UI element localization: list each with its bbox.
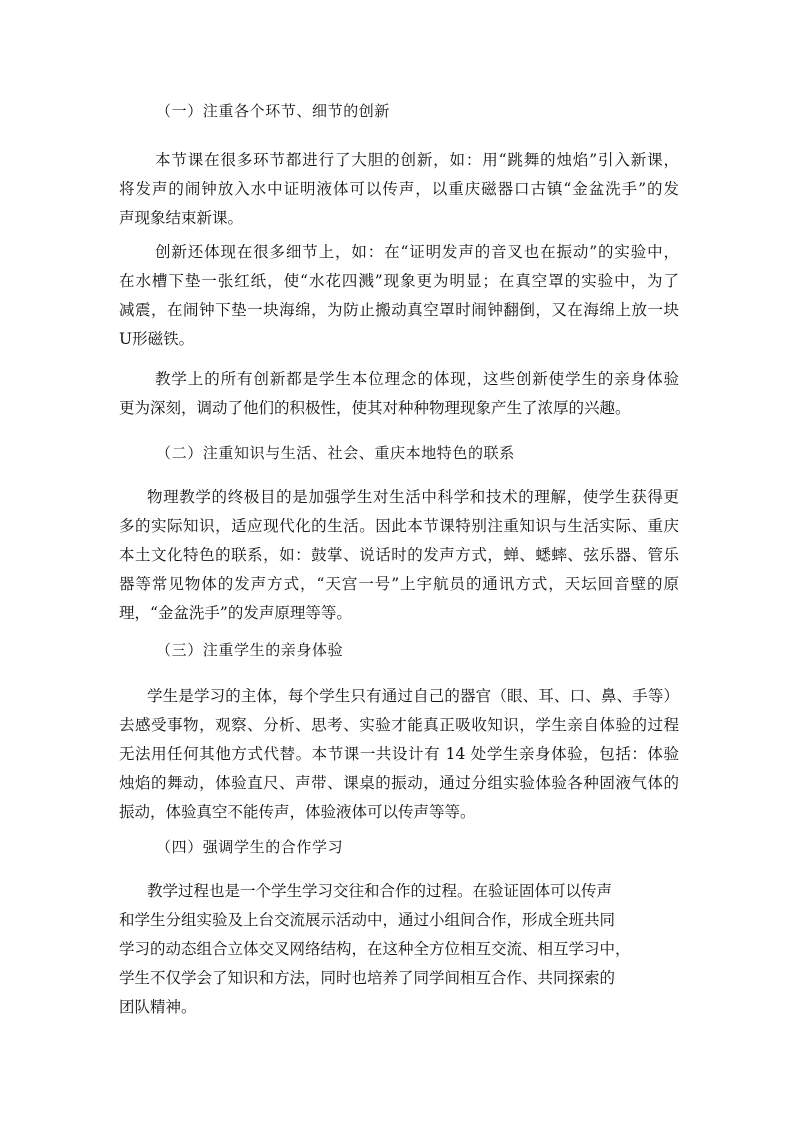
text-line: 学生不仅学会了知识和方法，同时也培养了同学间相互合作、共同探索的 — [119, 969, 616, 987]
text-line: 本节课在很多环节都进行了大胆的创新，如：用“跳舞的烛焰”引入新课， — [155, 151, 679, 169]
text-line: 团队精神。 — [119, 998, 197, 1016]
text-line: 多的实际知识，适应现代化的生活。因此本节课特别注重知识与生活实际、重庆 — [119, 517, 679, 535]
text-line: 将发声的闹钟放入水中证明液体可以传声，以重庆磁器口古镇“金盆洗手”的发 — [119, 180, 679, 198]
text-line: 无法用任何其他方式代替。本节课一共设计有 14 处学生亲身体验，包括：体验 — [119, 745, 679, 763]
text-line: 教学上的所有创新都是学生本位理念的体现，这些创新使学生的亲身体验 — [155, 370, 679, 388]
text-line: 烛焰的舞动，体验直尺、声带、课桌的振动，通过分组实验体验各种固液气体的 — [119, 774, 679, 792]
paragraph-1-1 — [119, 146, 679, 233]
paragraph-2-1 — [119, 483, 679, 628]
section-heading-4: （四）强调学生的合作学习 — [156, 838, 344, 856]
text-line: 振动，体验真空不能传声，体验液体可以传声等等。 — [119, 803, 476, 821]
section-heading-3: （三）注重学生的亲身体验 — [156, 641, 344, 659]
text-line: 学生是学习的主体，每个学生只有通过自己的器官（眼、耳、口、鼻、手等） — [147, 687, 679, 705]
paragraph-1-3 — [119, 365, 679, 423]
text-line: 理，“金盆洗手”的发声原理等等。 — [119, 604, 352, 622]
text-line: 更为深刻，调动了他们的积极性，使其对种种物理现象产生了浓厚的兴趣。 — [119, 399, 631, 417]
text-line: 和学生分组实验及上台交流展示活动中，通过小组间合作，形成全班共同 — [119, 911, 616, 929]
text-line: 学习的动态组合立体交叉网络结构，在这种全方位相互交流、相互学习中， — [119, 940, 631, 958]
paragraph-1-2 — [119, 238, 679, 354]
text-line: 器等常见物体的发声方式，“天宫一号”上宇航员的通讯方式，天坛回音壁的原 — [119, 575, 679, 593]
paragraph-3-1 — [119, 682, 679, 827]
text-line: U形磁铁。 — [119, 330, 195, 348]
section-heading-1: （一）注重各个环节、细节的创新 — [156, 102, 391, 120]
section-heading-2: （二）注重知识与生活、社会、重庆本地特色的联系 — [156, 444, 515, 462]
text-line: 物理教学的终极目的是加强学生对生活中科学和技术的理解，使学生获得更 — [147, 488, 679, 506]
text-line: 去感受事物，观察、分析、思考、实验才能真正吸收知识，学生亲自体验的过程 — [119, 716, 679, 734]
text-line: 减震，在闹钟下垫一块海绵，为防止搬动真空罩时闹钟翻倒，又在海绵上放一块 — [119, 301, 679, 319]
text-line: 创新还体现在很多细节上，如：在“证明发声的音叉也在振动”的实验中， — [155, 243, 679, 261]
text-line: 在水槽下垫一张红纸，使“水花四溅”现象更为明显；在真空罩的实验中，为了 — [119, 272, 679, 290]
text-line: 本土文化特色的联系，如：鼓掌、说话时的发声方式，蝉、蟋蟀、弦乐器、管乐 — [119, 546, 679, 564]
text-line: 教学过程也是一个学生学习交往和合作的过程。在验证固体可以传声 — [147, 882, 613, 900]
text-line: 声现象结束新课。 — [119, 209, 244, 227]
